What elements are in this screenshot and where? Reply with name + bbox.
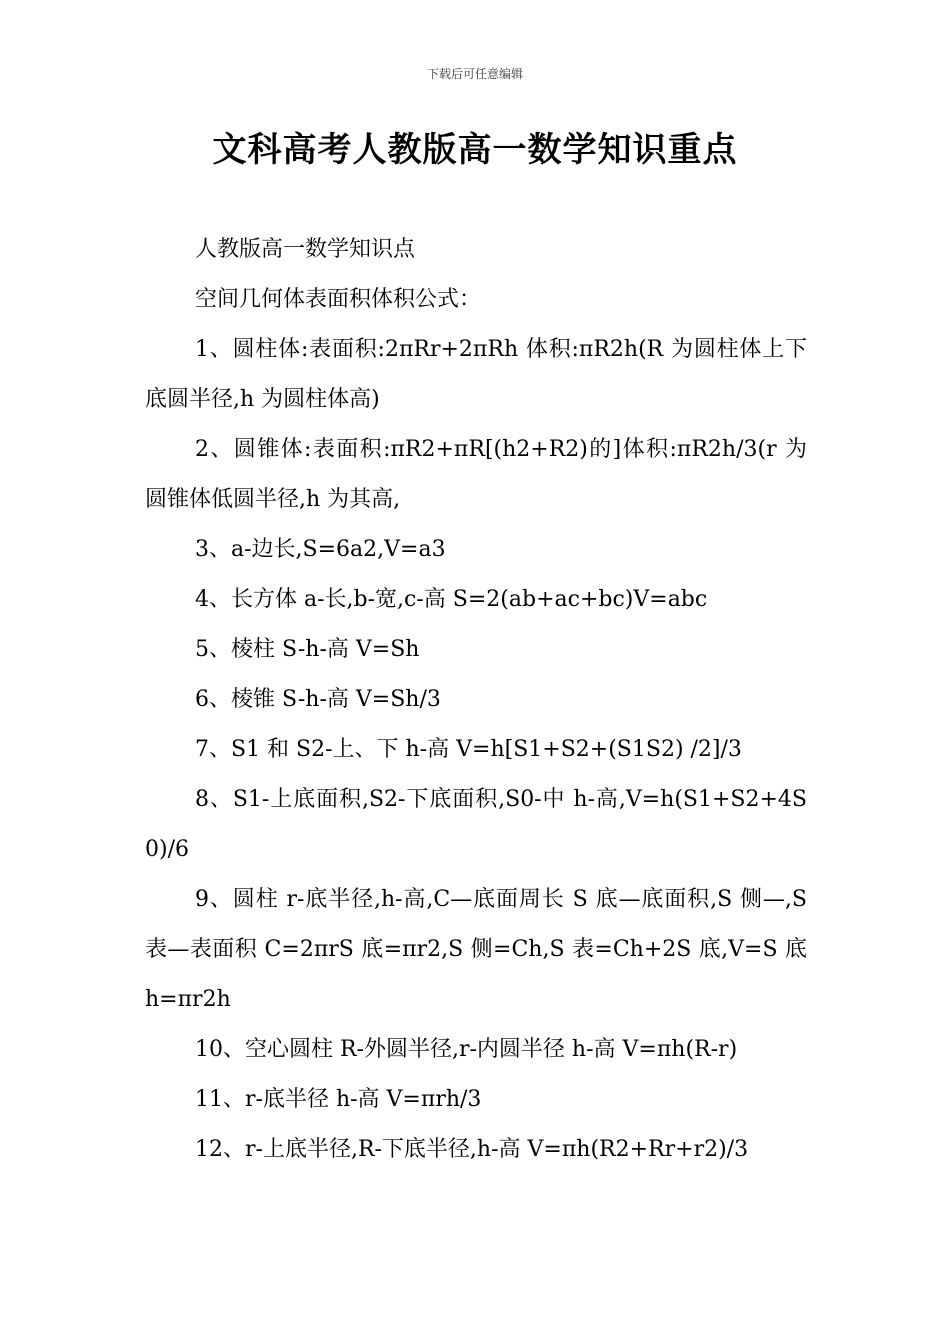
document-body — [145, 225, 807, 1175]
paragraph-item-2: 2、圆锥体:表面积:πR2+πR[(h2+R2)的]体积:πR2h/3(r 为圆锥体低圆半径,h 为其高, — [145, 437, 807, 512]
paragraph-item-1: 1、圆柱体:表面积:2πRr+2πRh 体积:πR2h(R 为圆柱体上下底圆半径,h 为圆柱体高) — [145, 337, 807, 412]
page-header-note: 下载后可任意编辑 — [426, 67, 523, 81]
paragraph-item-9: 9、圆柱 r-底半径,h-高,C—底面周长 S 底—底面积,S 侧—,S 表—表面积 C=2πrS 底=πr2,S 侧=Ch,S 表=Ch+2S 底,V=S 底 h=πr2h — [145, 887, 807, 1012]
document-title: 文科高考人教版高一数学知识重点 — [212, 130, 738, 170]
paragraph-item-5: 5、棱柱 S-h-高 V=Sh — [195, 637, 420, 662]
paragraph-item-8: 8、S1-上底面积,S2-下底面积,S0-中 h-高,V=h(S1+S2+4S0)/6 — [145, 787, 807, 862]
paragraph-item-3: 3、a-边长,S=6a2,V=a3 — [195, 537, 446, 562]
paragraph-item-6: 6、棱锥 S-h-高 V=Sh/3 — [195, 687, 441, 712]
paragraph-item-12: 12、r-上底半径,R-下底半径,h-高 V=πh(R2+Rr+r2)/3 — [195, 1137, 749, 1162]
paragraph-intro: 人教版高一数学知识点 — [195, 237, 416, 262]
paragraph-item-7: 7、S1 和 S2-上、下 h-高 V=h[S1+S2+(S1S2) /2]/3 — [195, 737, 742, 762]
paragraph-item-10: 10、空心圆柱 R-外圆半径,r-内圆半径 h-高 V=πh(R-r) — [195, 1037, 738, 1062]
paragraph-item-4: 4、长方体 a-长,b-宽,c-高 S=2(ab+ac+bc)V=abc — [195, 587, 708, 612]
paragraph-item-11: 11、r-底半径 h-高 V=πrh/3 — [195, 1087, 482, 1112]
paragraph-formula-heading: 空间几何体表面积体积公式： — [195, 287, 482, 312]
